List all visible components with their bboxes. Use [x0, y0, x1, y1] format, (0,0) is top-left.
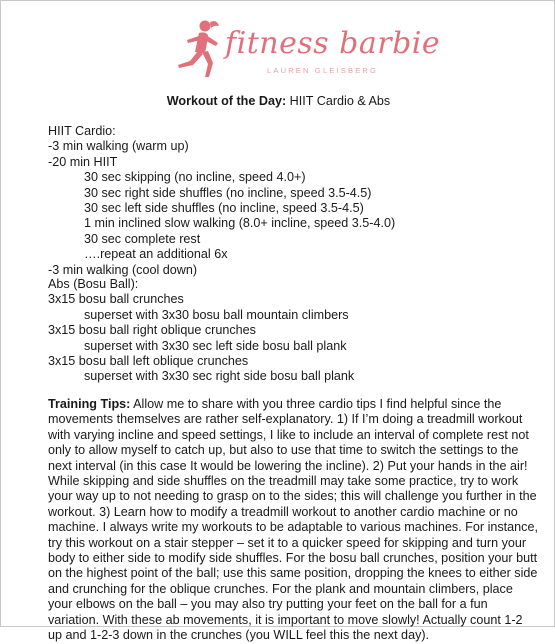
- hiit-interval-line: 30 sec skipping (no incline, speed 4.0+): [84, 170, 306, 185]
- hiit-interval-line: 30 sec left side shuffles (no incline, speed 3.5-4.5): [84, 200, 364, 215]
- training-tips: [48, 397, 538, 644]
- brand-name: fitness barbie: [225, 26, 441, 61]
- hiit-interval-line: 30 sec complete rest: [84, 231, 201, 246]
- hiit-line: -20 min HIIT: [48, 154, 118, 169]
- abs-heading: Abs (Bosu Ball):: [48, 277, 139, 291]
- abs-superset-line: superset with 3x30 sec right side bosu ball plank: [84, 369, 355, 384]
- abs-superset-line: superset with 3x30 bosu ball mountain climbers: [84, 307, 349, 322]
- abs-line: 3x15 bosu ball left oblique crunches: [48, 353, 249, 368]
- workout-title-value: HIIT Cardio & Abs: [289, 94, 391, 108]
- hiit-section: [48, 124, 395, 278]
- abs-line: 3x15 bosu ball right oblique crunches: [48, 323, 256, 338]
- workout-title: [1, 94, 555, 109]
- hiit-line: -3 min walking (warm up): [48, 139, 189, 154]
- training-tips-paragraph: [48, 397, 538, 644]
- runner-icon: [171, 17, 227, 81]
- abs-line: 3x15 bosu ball crunches: [48, 292, 184, 307]
- hiit-interval-line: 30 sec right side shuffles (no incline, speed 3.5-4.5): [84, 185, 372, 200]
- hiit-line: -3 min walking (cool down): [48, 262, 198, 277]
- abs-superset-line: superset with 3x30 sec left side bosu ball plank: [84, 338, 347, 353]
- brand-tagline: LAUREN GLEISBERG: [267, 66, 379, 75]
- hiit-heading: HIIT Cardio:: [48, 124, 116, 138]
- brand-logo: [171, 15, 441, 81]
- training-tips-text: Allow me to share with you three cardio tips I find helpful since the movements themselves are rather self-explanatory. 1) If I’m doing a treadmill workout with varying incline and speed settings, I like to include an interval of complete rest not only to allow myself to catch up, but also to use that time to switch the settings to the next interval (in this case It would be lowering the incline). 2) Put your hands in the air! While skipping and side shuffles on the treadmill may take some practice, try to work your way up to not needing to grasp on to the sides; this will challenge you further in the workout. 3) Learn how to modify a treadmill workout to another cardio machine or no machine. I always write my workouts to be adaptable to various machines. For instance, try this workout on a stair stepper – set it to a quicker speed for skipping and turn your body to either side to modify side shuffles. For the bosu ball crunches, position your butt on the highest point of the ball; use this same position, dropping the knees to either side and crunching for the oblique crunches. For the plank and mountain climbers, place your elbows on the ball – you may also try putting your feet on the ball for a fun variation. With these ab movements, it is important to move slowly! Actually count 1-2 up and 1-2-3 down in the crunches (you WILL feel this the next day).: [48, 397, 538, 643]
- training-tips-label: Training Tips:: [48, 397, 131, 411]
- hiit-interval-line: ….repeat an additional 6x: [84, 247, 228, 262]
- hiit-interval-line: 1 min inclined slow walking (8.0+ incline, speed 3.5-4.0): [84, 216, 396, 231]
- abs-section: [48, 277, 354, 385]
- workout-title-label: Workout of the Day:: [166, 94, 287, 108]
